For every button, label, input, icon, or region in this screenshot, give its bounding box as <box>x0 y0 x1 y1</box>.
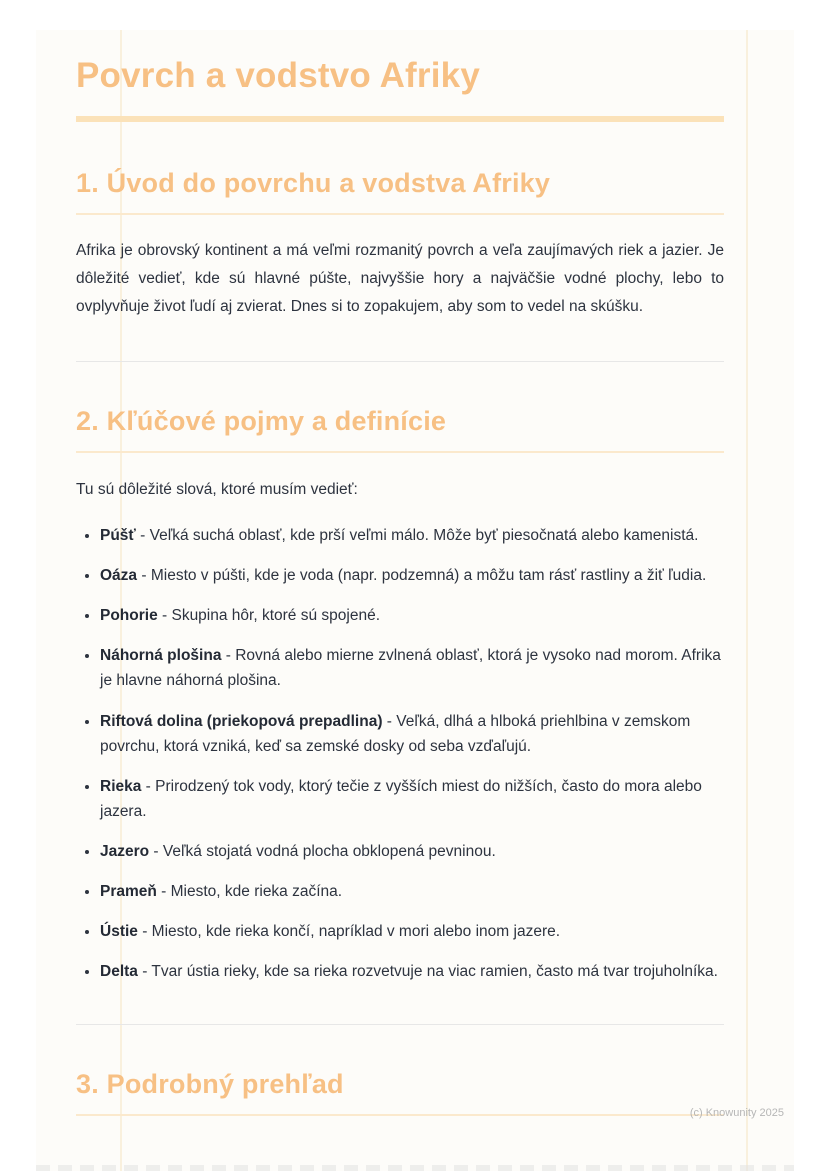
term-list-item <box>100 523 724 548</box>
term-name: Riftová dolina (priekopová prepadlina) <box>100 712 383 730</box>
term-definition: - Tvar ústia rieky, kde sa rieka rozvetvuje na viac ramien, často má tvar trojuholníka. <box>137 963 718 981</box>
term-definition: - Prirodzený tok vody, ktorý tečie z vyšších miest do nižších, často do mora alebo jazera. <box>100 777 702 820</box>
section-divider <box>76 1024 724 1025</box>
term-list-item <box>100 603 724 628</box>
term-name: Jazero <box>100 843 150 860</box>
term-list-item <box>100 774 724 824</box>
term-definition: - Rovná alebo mierne zvlnená oblasť, ktorá je vysoko nad morom. Afrika je hlavne náhorná plošina. <box>100 647 721 690</box>
term-list-item <box>100 563 724 588</box>
term-definition: - Miesto, kde rieka končí, napríklad v mori alebo inom jazere. <box>137 923 561 941</box>
term-definition: - Miesto v púšti, kde je voda (napr. podzemná) a môžu tam rásť rastliny a žiť ľudia. <box>137 567 707 585</box>
term-name: Ústie <box>100 923 138 941</box>
section-heading-intro: 1. Úvod do povrchu a vodstva Afriky <box>76 168 551 198</box>
term-name: Prameň <box>100 883 157 901</box>
term-name: Pohorie <box>100 607 158 625</box>
margin-guide-right <box>746 30 748 1171</box>
document-content <box>76 56 724 1116</box>
term-definition: - Veľká suchá oblasť, kde prší veľmi málo. Môže byť piesočnatá alebo kamenistá. <box>135 527 699 545</box>
terms-list <box>76 523 724 984</box>
term-definition: - Miesto, kde rieka začína. <box>156 883 343 901</box>
section-divider <box>76 361 724 362</box>
section-heading-terms: 2. Kľúčové pojmy a definície <box>76 405 447 436</box>
section-underline <box>76 213 724 215</box>
term-name: Oáza <box>100 567 138 585</box>
term-name: Rieka <box>100 777 142 795</box>
term-list-item <box>100 839 724 864</box>
term-list-item <box>100 919 724 944</box>
term-definition: - Veľká stojatá vodná plocha obklopená pevninou. <box>149 843 496 860</box>
term-name: Náhorná plošina <box>100 647 222 665</box>
term-name: Delta <box>100 963 138 981</box>
intro-paragraph: Afrika je obrovský kontinent a má veľmi rozmanitý povrch a veľa zaujímavých riek a jazier. Je dôležité vedieť, kde sú hlavné púšte, najvyššie hory a najväčšie vodné plochy, lebo to ovplyvňuje život ľudí aj zvierat. Dnes si to zopakujem, aby som to vedel na skúšku. <box>76 242 724 315</box>
term-list-item <box>100 643 724 693</box>
page-perforation <box>36 1165 794 1171</box>
term-definition: - Skupina hôr, ktoré sú spojené. <box>157 607 381 625</box>
terms-intro-line: Tu sú dôležité slová, ktoré musím vedieť: <box>76 480 358 498</box>
section-underline <box>76 1114 724 1116</box>
term-list-item <box>100 879 724 904</box>
term-list-item <box>100 709 724 759</box>
term-list-item <box>100 959 724 984</box>
title-underline-bar <box>76 116 724 122</box>
term-definition: - Veľká, dlhá a hlboká priehlbina v zemskom povrchu, ktorá vzniká, keď sa zemské dosky od seba vzďaľujú. <box>100 712 691 755</box>
copyright-note: (c) Knowunity 2025 <box>689 1107 784 1119</box>
term-name: Púšť <box>100 527 136 545</box>
section-heading-overview: 3. Podrobný prehľad <box>76 1069 344 1100</box>
section-underline <box>76 451 724 453</box>
page-title: Povrch a vodstvo Afriky <box>76 56 480 95</box>
